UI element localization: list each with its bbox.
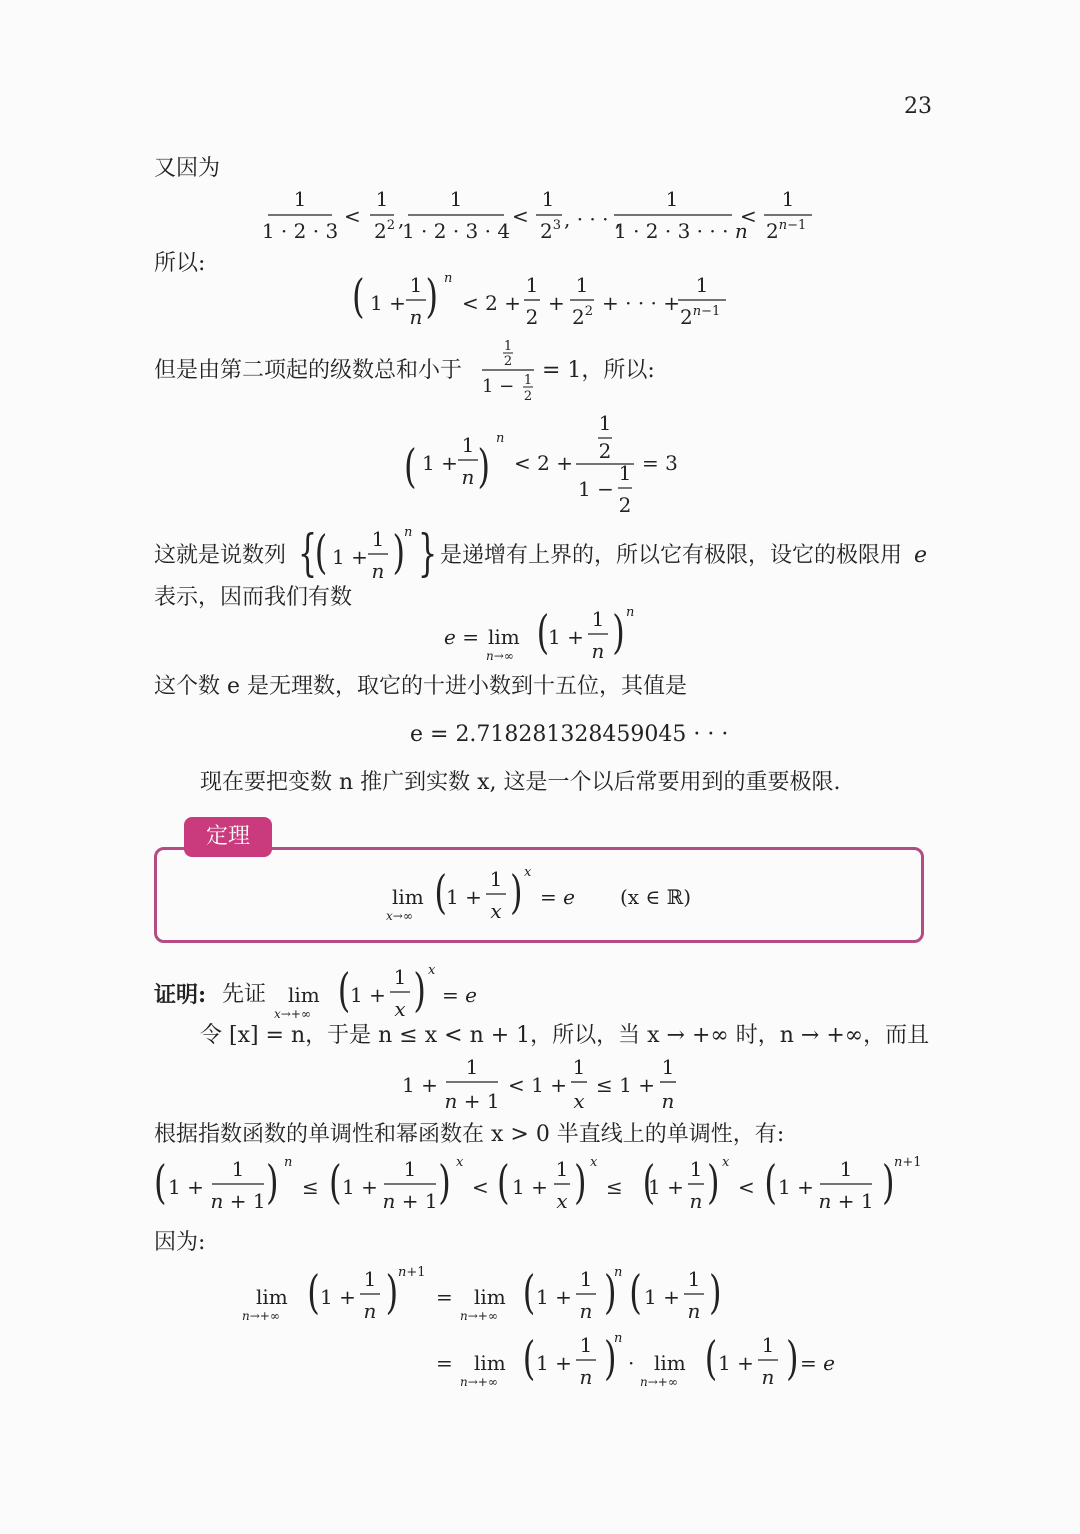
svg-text:n: n xyxy=(461,465,475,489)
svg-text:n: n xyxy=(404,525,413,540)
svg-text:< 2 +: < 2 + xyxy=(514,451,573,475)
svg-text:): ) xyxy=(413,964,426,1018)
svg-text:1 · 2 · 3 · · · n: 1 · 2 · 3 · · · n xyxy=(614,219,748,243)
proof-label: 证明: xyxy=(154,982,207,1008)
svg-text:<: < xyxy=(740,204,757,228)
svg-text:lim: lim xyxy=(474,1285,506,1309)
svg-text:n + 1: n + 1 xyxy=(444,1089,500,1113)
theorem-condition: (x ∈ ℝ) xyxy=(620,885,692,909)
svg-text:1: 1 xyxy=(618,461,632,485)
svg-text:1: 1 xyxy=(579,1333,593,1357)
svg-text:+ · · · +: + · · · + xyxy=(602,291,681,315)
text-p4b: 是递增有上界的，所以它有极限，设它的极限用 xyxy=(440,543,903,568)
svg-text:1: 1 xyxy=(541,187,555,211)
equation-sequence xyxy=(298,524,438,588)
svg-text:n + 1: n + 1 xyxy=(382,1189,438,1213)
text-p2: 所以: xyxy=(154,251,206,276)
svg-text:≤: ≤ xyxy=(302,1175,319,1199)
svg-text:}: } xyxy=(418,523,438,583)
text-e-value: e = 2.718281328459045 · · · xyxy=(410,722,729,747)
svg-text:n: n xyxy=(614,1265,623,1280)
svg-text:x: x xyxy=(456,1155,464,1170)
svg-text:22: $2^2$ xyxy=(572,304,594,329)
svg-text:1: 1 xyxy=(572,1055,586,1079)
svg-text:= e: = e xyxy=(442,983,477,1007)
svg-text:1 +: 1 + xyxy=(332,545,368,569)
svg-text:2: 2 xyxy=(525,305,539,329)
svg-text:n: n xyxy=(661,1089,675,1113)
svg-text:): ) xyxy=(612,606,625,660)
svg-text:n: n xyxy=(371,559,385,583)
theorem-formula xyxy=(384,864,704,930)
svg-text:= e: = e xyxy=(540,885,575,909)
text-p5: 表示，因而我们有数 xyxy=(154,585,353,610)
svg-text:1 · 2 · 3: 1 · 2 · 3 xyxy=(261,219,339,243)
svg-text:(: ( xyxy=(497,1156,510,1210)
svg-text:1: 1 xyxy=(555,1157,569,1181)
svg-text:x: x xyxy=(556,1189,568,1213)
svg-text:2n−1: $2^n-1$ xyxy=(680,304,721,329)
svg-text:n: n xyxy=(614,1331,623,1346)
svg-text:n: n xyxy=(496,431,505,446)
equation-e-definition xyxy=(440,604,640,670)
svg-text:<: < xyxy=(512,204,529,228)
equation-final-limit xyxy=(240,1264,850,1404)
svg-text:n→+∞: n→+∞ xyxy=(460,1309,498,1323)
svg-text:1: 1 xyxy=(575,273,589,297)
equation-bound-three xyxy=(404,412,694,518)
svg-text:n: n xyxy=(409,305,423,329)
text-p3: 但是由第二项起的级数总和小于 xyxy=(154,358,463,383)
svg-text:x: x xyxy=(428,963,436,978)
svg-text:): ) xyxy=(438,1156,451,1210)
svg-text:+: + xyxy=(548,291,565,315)
svg-text:(: ( xyxy=(536,606,550,660)
svg-text:2n−1: $2^n-1$ xyxy=(766,218,807,243)
svg-text:(: ( xyxy=(337,964,351,1018)
svg-text:): ) xyxy=(707,1156,720,1210)
equation-geometric-sum xyxy=(478,338,548,408)
svg-text:1: 1 xyxy=(839,1157,853,1181)
svg-text:1 +: 1 + xyxy=(648,1175,684,1199)
text-p1: 又因为 xyxy=(154,156,221,181)
svg-text:x→+∞: x→+∞ xyxy=(274,1007,311,1021)
svg-text:< 1 +: < 1 + xyxy=(508,1073,567,1097)
equation-sum-bound xyxy=(352,270,732,336)
svg-text:): ) xyxy=(604,1266,617,1320)
svg-text:x: x xyxy=(722,1155,730,1170)
svg-text:x→∞: x→∞ xyxy=(386,909,413,923)
svg-text:n: n xyxy=(626,605,635,620)
svg-text:(: ( xyxy=(522,1266,536,1320)
svg-text:≤ 1 +: ≤ 1 + xyxy=(596,1073,655,1097)
svg-text:1 +: 1 + xyxy=(446,885,482,909)
svg-text:1: 1 xyxy=(461,433,475,457)
text-p6: 这个数 e 是无理数，取它的十进小数到十五位，其值是 xyxy=(154,674,688,699)
svg-text:=: = xyxy=(436,1351,453,1375)
text-p3b: = 1，所以: xyxy=(542,358,655,383)
svg-text:n + 1: n + 1 xyxy=(210,1189,266,1213)
svg-text:<: < xyxy=(472,1175,489,1199)
text-p4a: 这就是说数列 xyxy=(154,543,287,568)
svg-text:n + 1: n + 1 xyxy=(818,1189,874,1213)
svg-text:1 +: 1 + xyxy=(402,1073,438,1097)
text-p9: 令 [x] = n，于是 n ≤ x < n + 1，所以，当 x → +∞ 时，n → +∞，而且 xyxy=(200,1023,930,1048)
svg-text:1: 1 xyxy=(403,1157,417,1181)
svg-text:1: 1 xyxy=(525,273,539,297)
svg-text:1 −: 1 − xyxy=(482,376,515,397)
svg-text:n→+∞: n→+∞ xyxy=(460,1375,498,1389)
svg-text:x: x xyxy=(573,1089,585,1113)
svg-text:): ) xyxy=(385,1266,399,1320)
svg-text:1: 1 xyxy=(409,273,423,297)
svg-text:(: ( xyxy=(704,1332,718,1386)
svg-text:≤: ≤ xyxy=(606,1175,623,1199)
equation-proof-limit xyxy=(272,962,492,1028)
proof-text: 先证 xyxy=(222,982,267,1007)
svg-text:1 +: 1 + xyxy=(320,1285,356,1309)
svg-text:1: 1 xyxy=(689,1157,703,1181)
svg-text:): ) xyxy=(477,440,491,494)
svg-text:(: ( xyxy=(154,1156,167,1210)
svg-text:x: x xyxy=(524,865,532,880)
svg-text:(: ( xyxy=(329,1156,342,1210)
svg-text:(: ( xyxy=(629,1266,642,1320)
svg-text:(: ( xyxy=(434,866,447,920)
lim-subscript: n→∞ xyxy=(486,649,514,663)
svg-text:): ) xyxy=(709,1266,722,1320)
svg-text:x: x xyxy=(590,1155,598,1170)
svg-text:1: 1 xyxy=(393,965,407,989)
svg-text:(: ( xyxy=(314,526,328,580)
svg-text:1 +: 1 + xyxy=(548,625,584,649)
svg-text:n: n xyxy=(579,1365,593,1389)
svg-text:1: 1 xyxy=(503,339,513,354)
svg-text:2: 2 xyxy=(598,439,612,463)
svg-text:= 3: = 3 xyxy=(642,451,678,475)
svg-text:1: 1 xyxy=(465,1055,479,1079)
svg-text:<: < xyxy=(344,204,361,228)
svg-text:(: ( xyxy=(642,1156,656,1210)
svg-text:= e: = e xyxy=(800,1351,835,1375)
svg-text:): ) xyxy=(574,1156,587,1210)
svg-text:n+1: n+1 xyxy=(398,1265,426,1280)
svg-text:1: 1 xyxy=(363,1267,377,1291)
svg-text:e =: e = xyxy=(444,625,479,649)
svg-text:1 +: 1 + xyxy=(536,1285,572,1309)
svg-text:2: 2 xyxy=(618,493,632,517)
svg-text:(: ( xyxy=(307,1266,320,1320)
svg-text:1 +: 1 + xyxy=(168,1175,204,1199)
svg-text:1 +: 1 + xyxy=(350,983,386,1007)
svg-text:1: 1 xyxy=(695,273,709,297)
svg-text:1 +: 1 + xyxy=(422,451,458,475)
svg-text:1: 1 xyxy=(523,373,533,388)
svg-text:n: n xyxy=(689,1189,703,1213)
theorem-tag: 定理 xyxy=(184,817,272,857)
svg-text:1 +: 1 + xyxy=(778,1175,814,1199)
svg-text:{: { xyxy=(298,523,318,583)
svg-text:lim: lim xyxy=(474,1351,506,1375)
svg-text:): ) xyxy=(392,526,406,580)
svg-text:1 +: 1 + xyxy=(644,1285,680,1309)
svg-text:n+1: n+1 xyxy=(894,1155,922,1170)
svg-text:lim: lim xyxy=(288,983,320,1007)
svg-text:1: 1 xyxy=(293,187,307,211)
svg-text:1: 1 xyxy=(231,1157,245,1181)
equation-fraction-bounds xyxy=(261,187,824,248)
svg-text:1: 1 xyxy=(761,1333,775,1357)
text-p10: 根据指数函数的单调性和幂函数在 x > 0 半直线上的单调性，有: xyxy=(154,1122,785,1147)
svg-text:1 +: 1 + xyxy=(342,1175,378,1199)
svg-text:1: 1 xyxy=(598,411,612,435)
svg-text:1 +: 1 + xyxy=(718,1351,754,1375)
svg-text:1 −: 1 − xyxy=(578,477,614,501)
svg-text:1 +: 1 + xyxy=(370,291,406,315)
svg-text:1: 1 xyxy=(665,187,679,211)
svg-text:): ) xyxy=(882,1156,895,1210)
svg-text:1: 1 xyxy=(371,527,385,551)
svg-text:·: · xyxy=(628,1351,635,1375)
svg-text:=: = xyxy=(436,1285,453,1309)
svg-text:x: x xyxy=(490,899,502,923)
svg-text:): ) xyxy=(510,866,523,920)
svg-text:(: ( xyxy=(352,270,365,324)
svg-text:n: n xyxy=(579,1299,593,1323)
lim-label: lim xyxy=(488,625,520,649)
svg-text:n→+∞: n→+∞ xyxy=(640,1375,678,1389)
svg-text:): ) xyxy=(266,1156,279,1210)
svg-text:2: 2 xyxy=(503,354,513,369)
svg-text:n→+∞: n→+∞ xyxy=(242,1309,280,1323)
svg-text:<: < xyxy=(738,1175,755,1199)
svg-text:1 +: 1 + xyxy=(512,1175,548,1199)
text-p8: 现在要把变数 n 推广到实数 x, 这是一个以后常要用到的重要极限. xyxy=(200,770,841,795)
svg-text:1: 1 xyxy=(661,1055,675,1079)
svg-text:1 +: 1 + xyxy=(536,1351,572,1375)
svg-text:1: 1 xyxy=(687,1267,701,1291)
svg-text:n: n xyxy=(444,271,453,286)
svg-text:23: $2^3$ xyxy=(540,218,562,243)
svg-text:n: n xyxy=(591,639,605,663)
page-number: 23 xyxy=(904,94,932,119)
svg-text:lim: lim xyxy=(392,885,424,909)
svg-text:1 · 2 · 3 · 4: 1 · 2 · 3 · 4 xyxy=(401,219,511,243)
svg-text:lim: lim xyxy=(654,1351,686,1375)
svg-text:): ) xyxy=(425,270,439,324)
equation-monotonic-chain xyxy=(154,1154,926,1220)
svg-text:1: 1 xyxy=(489,867,503,891)
svg-text:n: n xyxy=(761,1365,775,1389)
svg-text:(: ( xyxy=(522,1332,536,1386)
svg-text:1: 1 xyxy=(781,187,795,211)
svg-text:n: n xyxy=(687,1299,701,1323)
svg-text:): ) xyxy=(786,1332,799,1386)
svg-text:< 2 +: < 2 + xyxy=(462,291,521,315)
svg-text:n: n xyxy=(363,1299,377,1323)
svg-text:1: 1 xyxy=(591,607,605,631)
svg-text:(: ( xyxy=(404,440,417,494)
svg-text:,: , xyxy=(398,207,405,231)
svg-text:2: 2 xyxy=(523,389,533,404)
text-p11: 因为: xyxy=(154,1230,206,1255)
text-p4c: e xyxy=(914,543,928,568)
svg-text:(: ( xyxy=(764,1156,777,1210)
svg-text:): ) xyxy=(604,1332,617,1386)
equation-inequality-chain xyxy=(402,1056,692,1116)
svg-text:n: n xyxy=(284,1155,293,1170)
svg-text:, · · · ,: , · · · , xyxy=(564,207,622,231)
svg-text:22: $2^2$ xyxy=(374,218,396,243)
svg-text:x: x xyxy=(394,997,406,1021)
svg-text:1: 1 xyxy=(579,1267,593,1291)
svg-text:1: 1 xyxy=(375,187,389,211)
svg-text:1: 1 xyxy=(449,187,463,211)
svg-text:lim: lim xyxy=(256,1285,288,1309)
